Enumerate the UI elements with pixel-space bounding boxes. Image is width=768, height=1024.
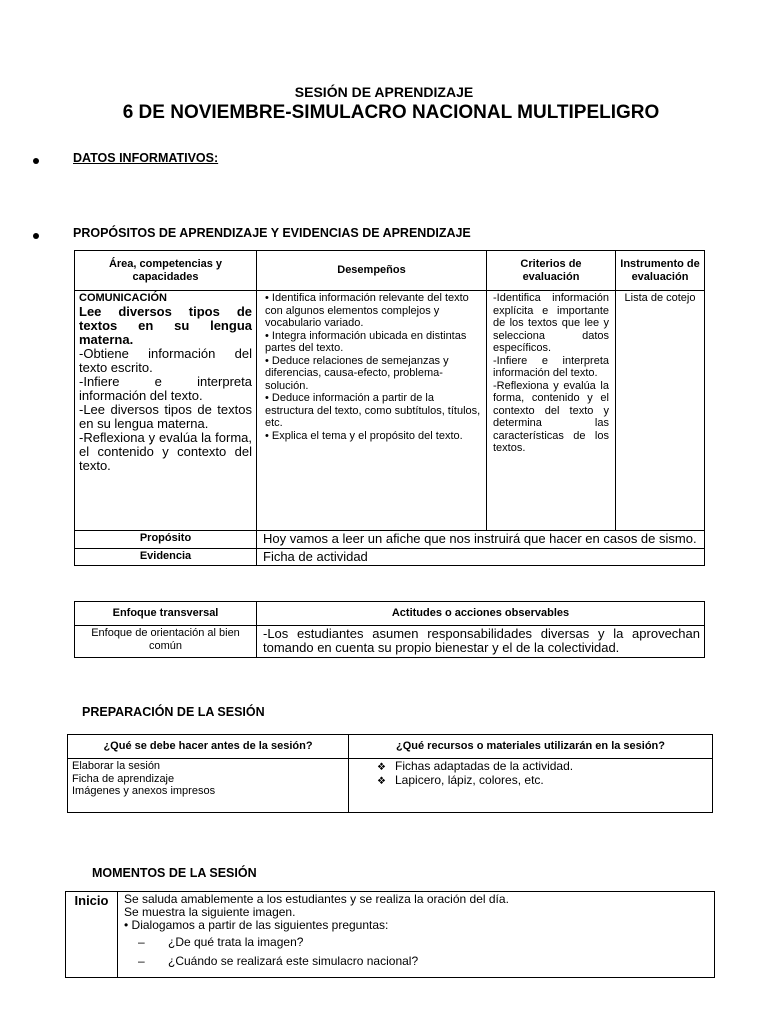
criterio-item: -Infiere e interpreta información del texto. <box>493 354 609 379</box>
inicio-line: Se saluda amablemente a los estudiantes y se realiza la oración del día. <box>124 892 509 906</box>
inicio-bullet-text: Dialogamos a partir de las siguientes preguntas: <box>131 918 389 932</box>
momentos-table <box>65 891 715 978</box>
inicio-bullet: • Dialogamos a partir de las siguientes preguntas: <box>124 918 389 932</box>
antes-item: Imágenes y anexos impresos <box>72 785 216 797</box>
preparacion-table <box>67 734 713 813</box>
bullet-icon <box>33 158 39 164</box>
instrumento-cell: Lista de cotejo <box>616 291 705 531</box>
propositos-table <box>74 250 705 566</box>
actitudes-cell: -Los estudiantes asumen responsabilidades diversas y la aprovechan tomando en cuenta su propio bienestar y el de la colectividad. <box>257 626 705 658</box>
section-preparacion: PREPARACIÓN DE LA SESIÓN <box>82 705 265 719</box>
pregunta-item: – ¿De qué trata la imagen? <box>124 936 710 949</box>
recursos-cell <box>349 759 713 813</box>
area-cell <box>75 291 257 531</box>
header-actitudes: Actitudes o acciones observables <box>257 602 705 626</box>
enfoque-table <box>74 601 705 658</box>
header-area: Área, competencias y capacidades <box>75 251 257 291</box>
section-datos-informativos: DATOS INFORMATIVOS: <box>73 151 219 165</box>
section-propositos: PROPÓSITOS DE APRENDIZAJE Y EVIDENCIAS DE APRENDIZAJE <box>73 226 471 240</box>
competencia: Lee diversos tipos de textos en su lengua materna. <box>79 303 252 347</box>
enfoque-cell: Enfoque de orientación al bien común <box>75 626 257 658</box>
header-antes: ¿Qué se debe hacer antes de la sesión? <box>68 735 349 759</box>
header-recursos: ¿Qué recursos o materiales utilizarán en la sesión? <box>349 735 713 759</box>
header-enfoque: Enfoque transversal <box>75 602 257 626</box>
document-title: 6 DE NOVIEMBRE-SIMULACRO NACIONAL MULTIPELIGRO <box>122 102 660 123</box>
antes-cell <box>68 759 349 813</box>
momento-inicio-content <box>118 892 715 978</box>
desempeno-item: • Identifica información relevante del texto con algunos elementos complejos y vocabulario variado. <box>265 292 469 329</box>
antes-item: Elaborar la sesión <box>72 760 161 772</box>
capacidad-item: -Obtiene información del texto escrito. <box>79 345 252 375</box>
evidencia-label: Evidencia <box>75 549 257 566</box>
recurso-item: ❖ Fichas adaptadas de la actividad. <box>377 760 708 774</box>
recurso-item: ❖ Lapicero, lápiz, colores, etc. <box>377 774 708 788</box>
pregunta-item: – ¿Cuándo se realizará este simulacro nacional? <box>124 955 710 968</box>
capacidad-item: -Lee diversos tipos de textos en su lengua materna. <box>79 401 252 431</box>
header-instrumento: Instrumento de evaluación <box>616 251 705 291</box>
desempeno-item: • Deduce relaciones de semejanzas y diferencias, causa-efecto, problema-solución. <box>265 354 449 392</box>
desempeno-item: • Integra información ubicada en distintas partes del texto. <box>265 329 467 354</box>
inicio-line: Se muestra la siguiente imagen. <box>124 905 296 919</box>
capacidad-item: -Reflexiona y evalúa la forma, el contenido y contexto del texto. <box>79 429 252 473</box>
capacidad-item: -Infiere e interpreta información del texto. <box>79 373 252 403</box>
momento-inicio-label: Inicio <box>66 892 118 978</box>
bullet-icon <box>33 233 39 239</box>
header-criterios: Criterios de evaluación <box>487 251 616 291</box>
criterio-item: -Identifica información explícita e importante de los textos que lee y selecciona datos específicos. <box>493 292 609 354</box>
proposito-text: Hoy vamos a leer un afiche que nos instruirá que hacer en casos de sismo. <box>257 531 705 549</box>
criterios-cell <box>487 291 616 531</box>
proposito-label: Propósito <box>75 531 257 549</box>
criterio-item: -Reflexiona y evalúa la forma, contenido y el contexto del texto y determina las características de los textos. <box>493 379 609 454</box>
document-kicker: SESIÓN DE APRENDIZAJE <box>294 84 474 100</box>
desempenos-cell <box>257 291 487 531</box>
evidencia-text: Ficha de actividad <box>257 549 705 566</box>
desempeno-item: • Deduce información a partir de la estructura del texto, como subtítulos, títulos, etc. <box>265 392 481 429</box>
antes-item: Ficha de aprendizaje <box>72 772 175 785</box>
desempeno-item: • Explica el tema y el propósito del texto. <box>265 429 463 442</box>
area-title: COMUNICACIÓN <box>79 292 167 304</box>
header-desempenos: Desempeños <box>257 251 487 291</box>
section-momentos: MOMENTOS DE LA SESIÓN <box>92 866 257 880</box>
